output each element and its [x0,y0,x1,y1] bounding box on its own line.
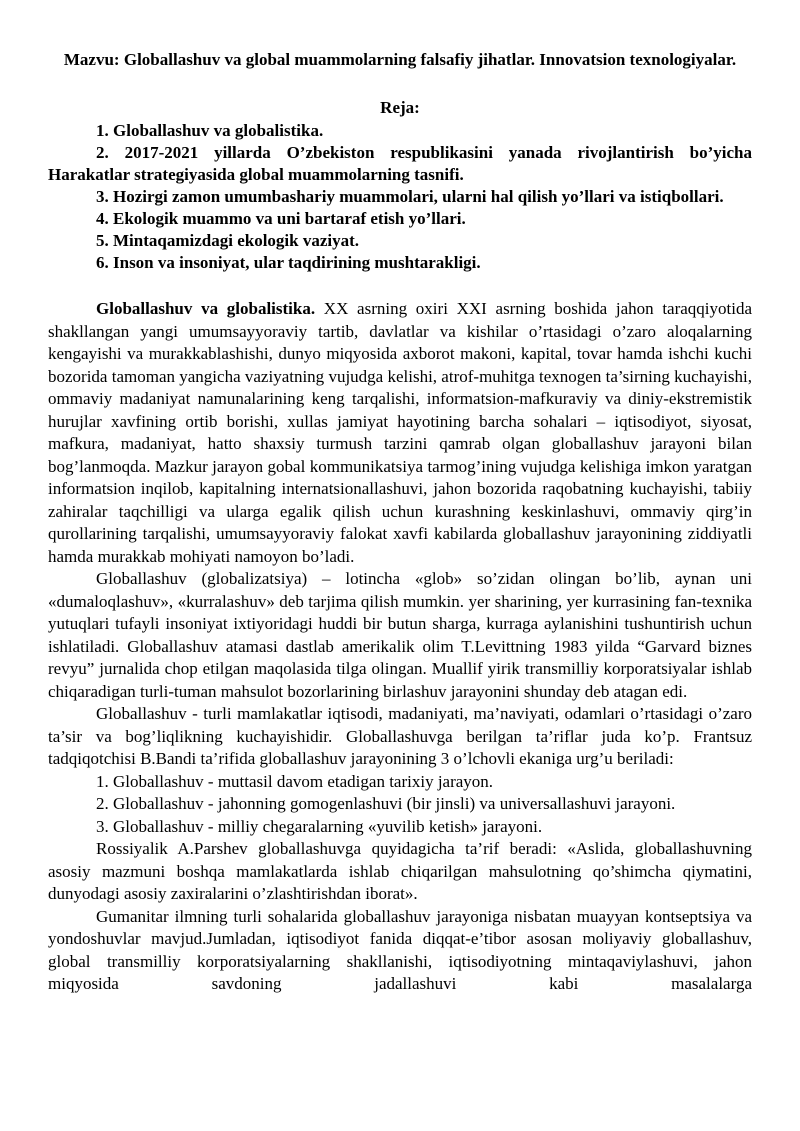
paragraph: Globallashuv (globalizatsiya) – lotincha «glob» so’zidan olingan bo’lib, aynan uni «dumaloqlashuv», «kurralashuv» deb tarjima qilish mumkin. yer sharining, yer kurrasining fan-texnika yutuqlari tufayli insoniyat ixtiyoridagi huddi bir butun sharga, kurraga aylanishini tushuntirish uchun ishlatiladi. Globallashuv atamasi dastlab amerikalik olim T.Levittning 1983 yilda “Garvard biznes revyu” jurnalida chop etilgan maqolasida tilga olingan. Muallif yirik transmilliy korporatsiyalar ishlab chiqaradigan turli-tuman mahsulot bozorlarining birlashuv jarayonini shunday deb atagan edi. [48,569,752,701]
document-title: Mazvu: Globallashuv va global muammolarning falsafiy jihatlar. Innovatsion texnologiyalar. [63,50,737,69]
list-item: 1. Globallashuv - muttasil davom etadigan tarixiy jarayon. [96,771,494,791]
plan-item: 6. Inson va insoniyat, ular taqdirining mushtarakligi. [96,253,481,272]
plan-item: 5. Mintaqamizdagi ekologik vaziyat. [96,231,360,250]
paragraph: Globallashuv - turli mamlakatlar iqtisodi, madaniyati, ma’naviyati, odamlari o’rtasidagi o’zaro ta’sir va bog’liqlikning kuchayishidir. Globallashuvga berilgan ta’riflar juda ko’p. Frantsuz tadqiqotchisi B.Bandi ta’rifida globallashuv jarayonining 3 o’lchovli ekaniga urg’u beriladi: [48,704,752,768]
paragraph [48,298,752,568]
plan-list [48,120,752,274]
plan-heading: Reja: [380,98,420,117]
document-body [48,298,752,996]
paragraph-text: XX asrning oxiri XXI asrning boshida jahon taraqqiyotida shakllangan yangi umumsayyoraviy tartib, davlatlar va kishilar o’rtasidagi o’zaro aloqalarning kengayishi va murakkablashishi, dunyo miqyosida axborot makoni, kapital, tovar hamda ishchi kuchi bozorida tamoman yangicha vaziyatning vujudga kelishi, atrof-muhitga texnogen ta’sirning kuchayishi, ommaviy madaniyat namunalarining keng tarqalishi, informatsion-mafkuraviy va diniy-ekstremistik hurujlar xavfining ortib borishi, xullas jamiyat hayotining barcha sohalari – iqtisodiyot, siyosat, mafkura, madaniyat, hatto shaxsiy turmush tarzini qamrab olgan globallashuv jarayoni bilan bog’lanmoqda. Mazkur jarayon gobal kommunikatsiya tarmog’ining vujudga kelishiga imkon yaratgan informatsion inqilob, kapitalning internatsionallashuvi, jahon bozorida raqobatning kuchayishi, tabiiy zahiralar taqchilligi va ularga egalik qilish uchun kurashning keskinlashuvi, ommaviy qirg’in qurollarining tarqalishi, umumsayyoraviy falokat xavfi kabilarda globallashuv jarayonining ziddiyatli hamda murakkab mohiyati namoyon bo’ladi. [48,299,753,566]
list-item: 3. Globallashuv - milliy chegaralarning «yuvilib ketish» jarayoni. [96,816,543,836]
plan-item: 2. 2017-2021 yillarda O’zbekiston respublikasini yanada rivojlantirish bo’yicha Harakatlar strategiyasida global muammolarning tasnifi. [48,143,752,184]
paragraph: Rossiyalik A.Parshev globallashuvga quyidagicha ta’rif beradi: «Aslida, globallashuvning asosiy mazmuni boshqa mamlakatlarda ishlab chiqarilgan mahsulotning qo’shimcha qiymatini, dunyodagi asosiy zaxiralarini o’zlashtirishdan iborat». [48,839,752,903]
plan-item: 4. Ekologik muammo va uni bartaraf etish yo’llari. [96,209,466,228]
list-item: 2. Globallashuv - jahonning gomogenlashuvi (bir jinsli) va universallashuvi jarayoni. [96,794,676,813]
paragraph: Gumanitar ilmning turli sohalarida globallashuv jarayoniga nisbatan muayyan kontseptsiya va yondoshuvlar mavjud.Jumladan, iqtisodiyot fanida diqqat-e’tibor asosan moliyaviy globallashuv, global transmilliy korporatsiyalarning shakllanishi, iqtisodiyotning mintaqaviylashuvi, jahon miqyosida savdoning jadallashuvi kabi masalalarga [48,906,752,993]
plan-item: 1. Globallashuv va globalistika. [96,121,324,140]
document-page [48,48,752,996]
plan-item: 3. Hozirgi zamon umumbashariy muammolari, ularni hal qilish yo’llari va istiqbollari. [96,187,724,206]
section-lead: Globallashuv va globalistika. [96,299,316,318]
